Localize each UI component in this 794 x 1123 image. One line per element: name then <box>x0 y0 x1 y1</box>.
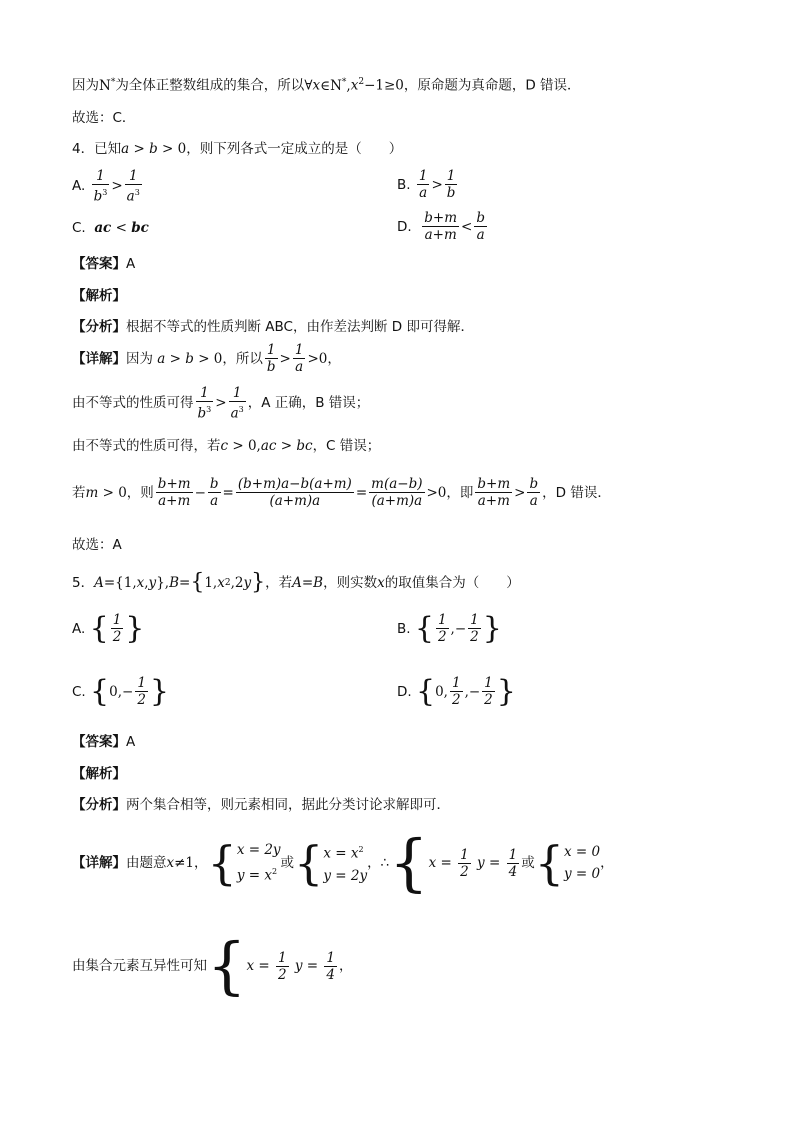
q4-option-a: A. $\frac{1}{b^3}$ > $\frac{1}{a^3}$ <box>72 168 140 205</box>
q4-option-d: D. $\frac{b+m}{a+m}$ < $\frac{b}{a}$ <box>397 210 486 243</box>
answer-select-c: 故选：C． <box>72 110 136 126</box>
deduce-c-wrong: 由不等式的性质可得，若c > 0,ac > bc，C 错误； <box>72 438 381 454</box>
xiangjie-4: 【详解】 因为 a > b > 0 ，所以 $\frac{1}{b}$ > $\frac{1}{a}$ >0 ， <box>72 342 341 375</box>
question-5-stem: 5． A ={1, x , y }, B = { 1, x 2 ,2 y } ，若 A = B ，则实数 x 的取值集合为（ ） <box>72 570 520 595</box>
jiexi-4: 【解析】 <box>72 288 126 304</box>
answer-select-a: 故选：A <box>72 537 122 553</box>
q5-option-b: B. { $\frac{1}{2}$ ,− $\frac{1}{2}$ } <box>397 610 502 646</box>
q4-option-b: B. $\frac{1}{a}$ > $\frac{1}{b}$ <box>397 168 456 201</box>
distinctness-conclusion: 由集合元素互异性可知 { x = $\frac{1}{2}$ y = $\frac{1}{4}$ ， <box>72 929 353 1002</box>
question-4-stem: 4．已知a > b > 0，则下列各式一定成立的是（ ） <box>72 141 403 157</box>
q5-option-d: D. { 0, $\frac{1}{2}$ ,− $\frac{1}{2}$ } <box>397 673 516 709</box>
answer-4: 【答案】A <box>72 256 136 272</box>
deduce-d-wrong: 若 m > 0 ，则 $\frac{b+m}{a+m}$ − $\frac{b}{a}$ = $\frac{(b+m)a-b(a+m)}{(a+m)a}$ = $\frac{m(a-b)}{(a+m)a}$ >0 ，即 $\frac{b+m}{a+m}$ > $\frac{b}{a}$ ，D 错误． <box>72 476 611 509</box>
line-natural-numbers: 因为N*为全体正整数组成的集合，所以$\forall x\in N^*,x^2-1\ge 0$，原命题为真命题，D 错误． <box>72 77 581 94</box>
fenxi-5: 【分析】两个集合相等，则元素相同，据此分类讨论求解即可． <box>72 797 450 813</box>
fenxi-4: 【分析】根据不等式的性质判断 ABC，由作差法判断 D 即可得解． <box>72 319 474 335</box>
q4-option-c: C. ac < bc <box>72 220 149 236</box>
jiexi-5: 【解析】 <box>72 766 126 782</box>
deduce-a-correct: 由不等式的性质可得 $\frac{1}{b^3}$ > $\frac{1}{a^3}$ ，A 正确，B 错误； <box>72 385 370 422</box>
q5-option-a: A. { $\frac{1}{2}$ } <box>72 610 145 646</box>
xiangjie-5: 【详解】 由题意 x ≠1 ， { x = 2y $y = x^2$ 或 { $x = x^2$ y = 2y ，∴ { x = $\frac{1}{2}$ y = $\frac{1}{4}$ 或 { x = 0 y = 0 ， <box>72 826 614 899</box>
q5-option-c: C. { 0,− $\frac{1}{2}$ } <box>72 673 169 709</box>
answer-5: 【答案】A <box>72 734 136 750</box>
